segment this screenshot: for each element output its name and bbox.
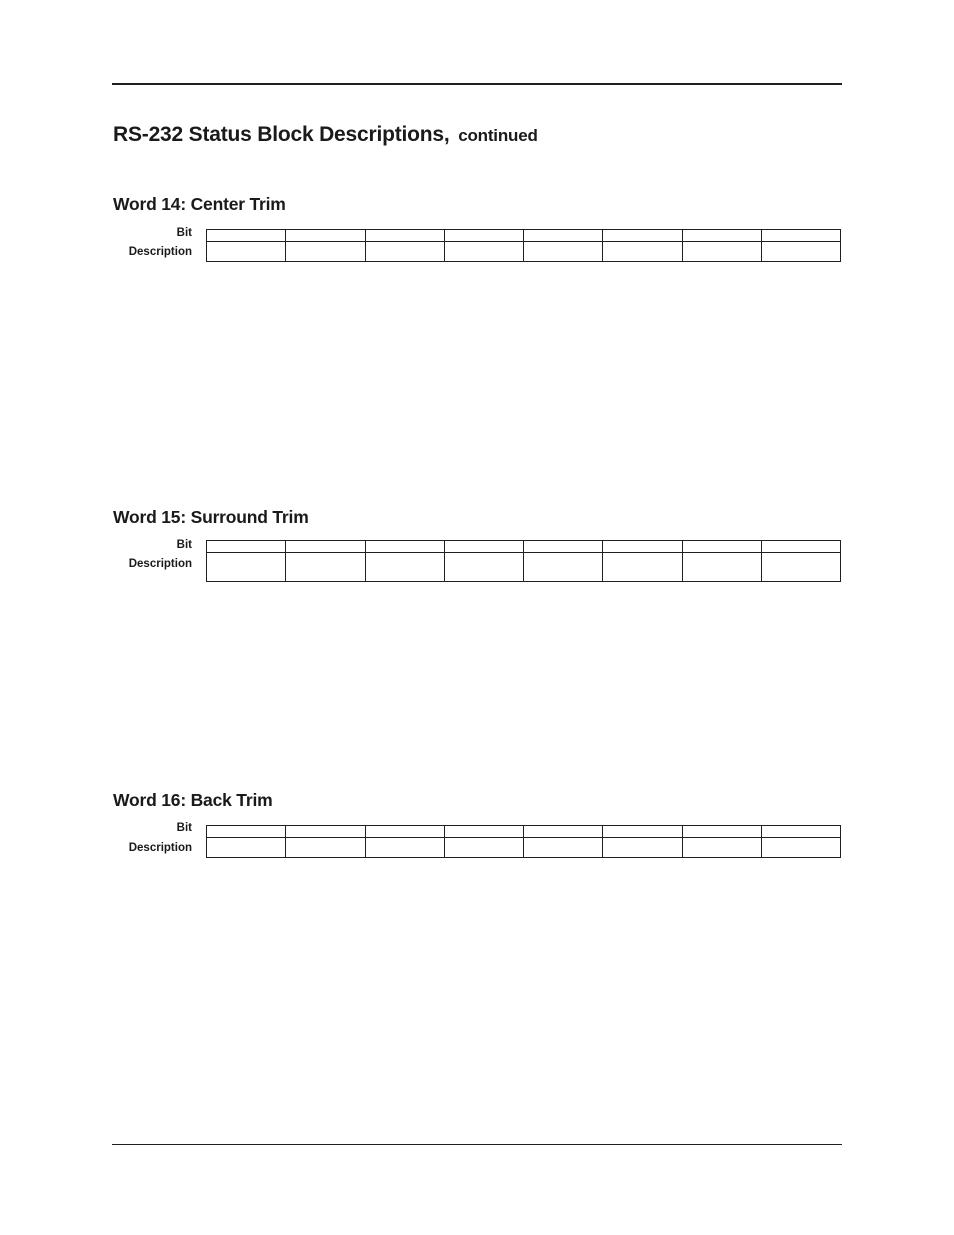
description-cell — [524, 553, 603, 582]
section-title-word-14: Word 14: Center Trim — [113, 194, 286, 214]
word-15-bit-table — [206, 540, 841, 582]
bit-cell — [603, 826, 682, 838]
bit-cell — [286, 541, 365, 553]
bit-cell — [761, 826, 840, 838]
word-14-bit-table — [206, 229, 841, 262]
description-cell — [682, 553, 761, 582]
bit-cell — [603, 230, 682, 242]
bit-cell — [761, 541, 840, 553]
description-cell — [761, 553, 840, 582]
description-cell — [524, 242, 603, 262]
description-cell — [207, 242, 286, 262]
word-16-bit-table — [206, 825, 841, 858]
description-cell — [761, 242, 840, 262]
description-cell — [444, 242, 523, 262]
bit-row — [207, 541, 841, 553]
header-rule — [112, 83, 842, 85]
bit-cell — [524, 826, 603, 838]
bit-cell — [207, 230, 286, 242]
description-row-label: Description — [128, 246, 192, 258]
bit-cell — [365, 230, 444, 242]
bit-cell — [682, 541, 761, 553]
bit-cell — [682, 826, 761, 838]
page-title-continued: continued — [458, 126, 538, 145]
description-cell — [365, 553, 444, 582]
description-row-label: Description — [128, 842, 192, 854]
bit-cell — [444, 230, 523, 242]
description-cell — [444, 838, 523, 858]
description-cell — [286, 838, 365, 858]
description-cell — [524, 838, 603, 858]
bit-cell — [444, 541, 523, 553]
section-title-word-15: Word 15: Surround Trim — [113, 507, 309, 527]
description-cell — [365, 242, 444, 262]
bit-cell — [682, 230, 761, 242]
description-cell — [207, 553, 286, 582]
description-row — [207, 553, 841, 582]
bit-cell — [286, 826, 365, 838]
bit-row-label: Bit — [176, 822, 192, 834]
description-cell — [682, 838, 761, 858]
description-cell — [603, 553, 682, 582]
page-title — [113, 112, 538, 149]
bit-cell — [365, 541, 444, 553]
bit-cell — [761, 230, 840, 242]
bit-cell — [207, 826, 286, 838]
bit-cell — [286, 230, 365, 242]
bit-cell — [524, 541, 603, 553]
description-row — [207, 242, 841, 262]
bit-cell — [444, 826, 523, 838]
bit-cell — [207, 541, 286, 553]
bit-row — [207, 230, 841, 242]
bit-cell — [603, 541, 682, 553]
description-cell — [286, 242, 365, 262]
bit-row — [207, 826, 841, 838]
description-cell — [603, 838, 682, 858]
section-title-word-16: Word 16: Back Trim — [113, 790, 273, 810]
footer-rule — [112, 1144, 842, 1145]
description-cell — [207, 838, 286, 858]
description-cell — [603, 242, 682, 262]
description-row — [207, 838, 841, 858]
description-cell — [761, 838, 840, 858]
description-cell — [682, 242, 761, 262]
bit-cell — [365, 826, 444, 838]
description-cell — [286, 553, 365, 582]
bit-row-label: Bit — [176, 227, 192, 239]
description-row-label: Description — [128, 558, 192, 570]
bit-cell — [524, 230, 603, 242]
description-cell — [365, 838, 444, 858]
bit-row-label: Bit — [176, 539, 192, 551]
description-cell — [444, 553, 523, 582]
page-title-main: RS-232 Status Block Descriptions, — [113, 123, 450, 146]
